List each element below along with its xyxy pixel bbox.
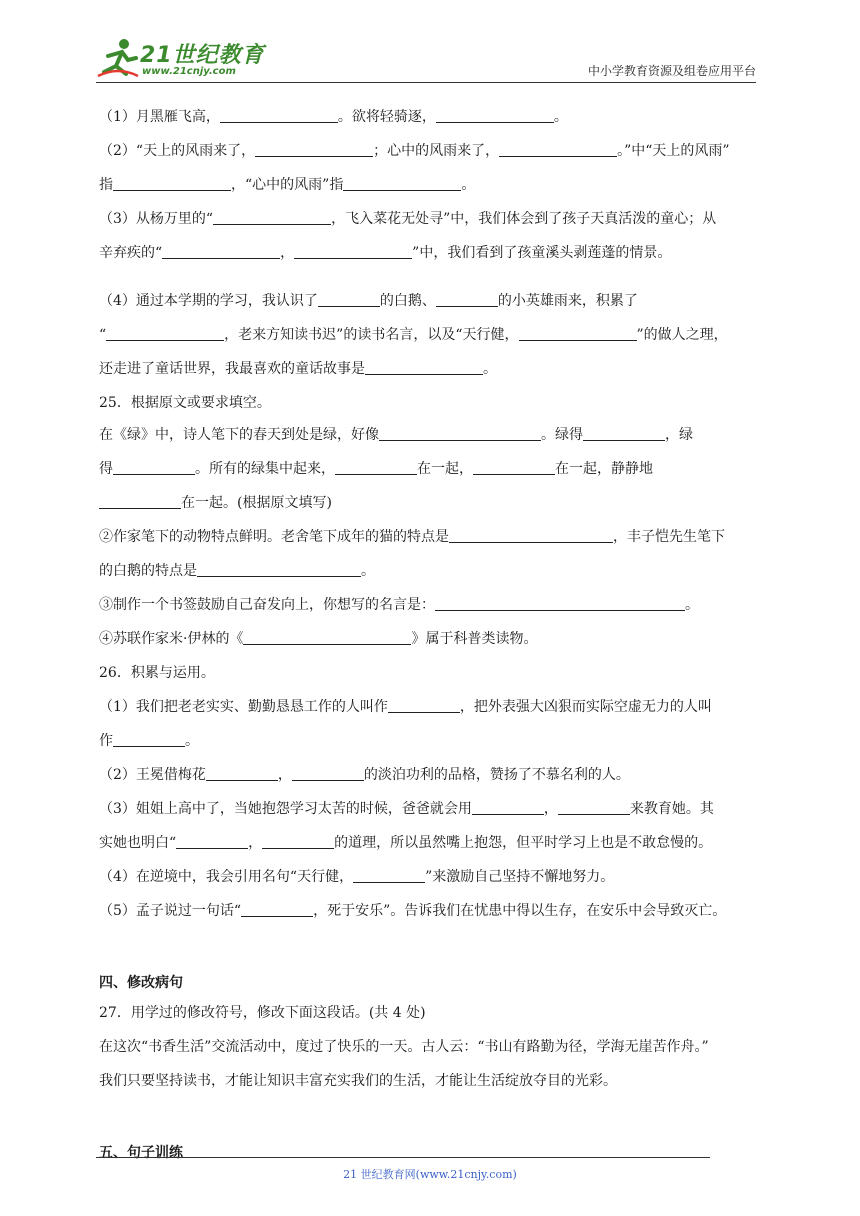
question-line: （3）姐姐上高中了，当她抱怨学习太苦的时候，爸爸就会用 ， 来教育她。其 — [99, 801, 714, 817]
paragraph-line: 我们只要坚持读书，才能让知识丰富充实我们的生活，才能让生活绽放夺目的光彩。 — [99, 1073, 617, 1089]
question-line: 的白鹅的特点是 。 — [99, 563, 375, 579]
answer-blank[interactable] — [113, 176, 231, 191]
answer-blank[interactable] — [197, 562, 361, 577]
question-line: 在《绿》中，诗人笔下的春天到处是绿，好像 。绿得 ，绿 — [99, 427, 693, 443]
answer-blank[interactable] — [262, 834, 334, 849]
question-line: （4）通过本学期的学习，我认识了 的白鹅、 的小英雄雨来，积累了 — [99, 293, 638, 309]
question-line: （3）从杨万里的“ ，飞入菜花无处寻”中，我们体会到了孩子天真活泼的童心；从 — [99, 211, 717, 227]
answer-blank[interactable] — [436, 292, 498, 307]
question-line: 作 。 — [99, 733, 199, 749]
question-line: ④苏联作家米·伊林的《 》属于科普类读物。 — [99, 631, 538, 647]
answer-blank[interactable] — [176, 834, 248, 849]
question-line: 辛弃疾的“ ， ”中，我们看到了孩童溪头剥莲蓬的情景。 — [99, 245, 672, 261]
answer-blank[interactable] — [379, 426, 541, 441]
question-line: （5）孟子说过一句话“ ，死于安乐”。告诉我们在忧患中得以生存，在安乐中会导致灭亡。 — [99, 903, 727, 919]
answer-blank[interactable] — [294, 244, 412, 259]
question-line: ②作家笔下的动物特点鲜明。老舍笔下成年的猫的特点是 ，丰子恺先生笔下 — [99, 529, 725, 545]
page-header — [96, 28, 756, 84]
question-line: 实她也明白“ ， 的道理，所以虽然嘴上抱怨，但平时学习上也是不敢怠慢的。 — [99, 835, 713, 851]
answer-blank[interactable] — [292, 766, 364, 781]
section-heading: 四、修改病句 — [99, 975, 183, 991]
question-line: ③制作一个书签鼓励自己奋发向上，你想写的名言是： 。 — [99, 597, 699, 613]
answer-blank[interactable] — [113, 732, 185, 747]
answer-blank[interactable] — [343, 176, 461, 191]
question-line: （2）王冕借梅花 ， 的淡泊功利的品格，赞扬了不慕名利的人。 — [99, 767, 630, 783]
answer-blank[interactable] — [220, 108, 338, 123]
footer-text: 21 世纪教育网(www.21cnjy.com) — [343, 1168, 517, 1181]
question-heading: 26．积累与运用。 — [99, 665, 215, 681]
question-heading: 25．根据原文或要求填空。 — [99, 395, 271, 411]
answer-blank[interactable] — [106, 326, 224, 341]
logo-url: www.21cnjy.com — [142, 66, 236, 77]
answer-blank[interactable] — [436, 108, 554, 123]
answer-blank[interactable] — [558, 800, 630, 815]
header-platform-text: 中小学教育资源及组卷应用平台 — [587, 64, 756, 78]
answer-blank[interactable] — [365, 360, 483, 375]
answer-blank[interactable] — [255, 142, 373, 157]
answer-blank[interactable] — [499, 142, 617, 157]
answer-blank[interactable] — [113, 460, 195, 475]
question-line: 还走进了童话世界，我最喜欢的童话故事是 。 — [99, 361, 497, 377]
answer-blank[interactable] — [318, 292, 380, 307]
runner-logo-icon — [96, 36, 140, 80]
question-line: 指 ，“心中的风雨”指 。 — [99, 177, 476, 193]
answer-blank[interactable] — [213, 210, 331, 225]
answer-blank[interactable] — [335, 460, 417, 475]
question-line: 在一起。(根据原文填写) — [99, 486, 332, 520]
answer-blank[interactable] — [353, 868, 425, 883]
paragraph-line: 在这次“书香生活”交流活动中，度过了快乐的一天。古人云：“书山有路勤为径，学海无崖苦作舟。” — [99, 1039, 709, 1055]
footer-divider — [96, 1157, 710, 1158]
answer-blank[interactable] — [583, 426, 665, 441]
question-line: 得 。所有的绿集中起来， 在一起， 在一起，静静地 — [99, 461, 653, 477]
answer-blank[interactable] — [206, 766, 278, 781]
header-divider — [96, 82, 756, 83]
answer-blank[interactable] — [99, 494, 181, 509]
answer-blank[interactable] — [449, 528, 613, 543]
logo — [96, 36, 266, 82]
logo-text: 21世纪教育 — [140, 43, 265, 68]
answer-blank[interactable] — [241, 902, 313, 917]
question-line: （4）在逆境中，我会引用名句“天行健， ”来激励自己坚持不懈地努力。 — [99, 869, 615, 885]
question-line: （1）月黑雁飞高， 。欲将轻骑逐， 。 — [99, 109, 568, 125]
question-line: “ ，老来方知读书迟”的读书名言，以及“天行健， ”的做人之理， — [99, 327, 728, 343]
answer-blank[interactable] — [243, 630, 411, 645]
answer-blank[interactable] — [162, 244, 280, 259]
answer-blank[interactable] — [388, 698, 460, 713]
answer-blank[interactable] — [435, 596, 685, 611]
answer-blank[interactable] — [473, 460, 555, 475]
answer-blank[interactable] — [519, 326, 637, 341]
question-line: （2）“天上的风雨来了， ；心中的风雨来了， 。”中“天上的风雨” — [99, 143, 730, 159]
question-line: （1）我们把老老实实、勤勤恳恳工作的人叫作 ，把外表强大凶狠而实际空虚无力的人叫 — [99, 699, 712, 715]
answer-blank[interactable] — [472, 800, 544, 815]
section-heading: 五、句子训练 — [99, 1145, 183, 1161]
question-heading: 27．用学过的修改符号，修改下面这段话。(共 4 处) — [99, 1005, 426, 1021]
